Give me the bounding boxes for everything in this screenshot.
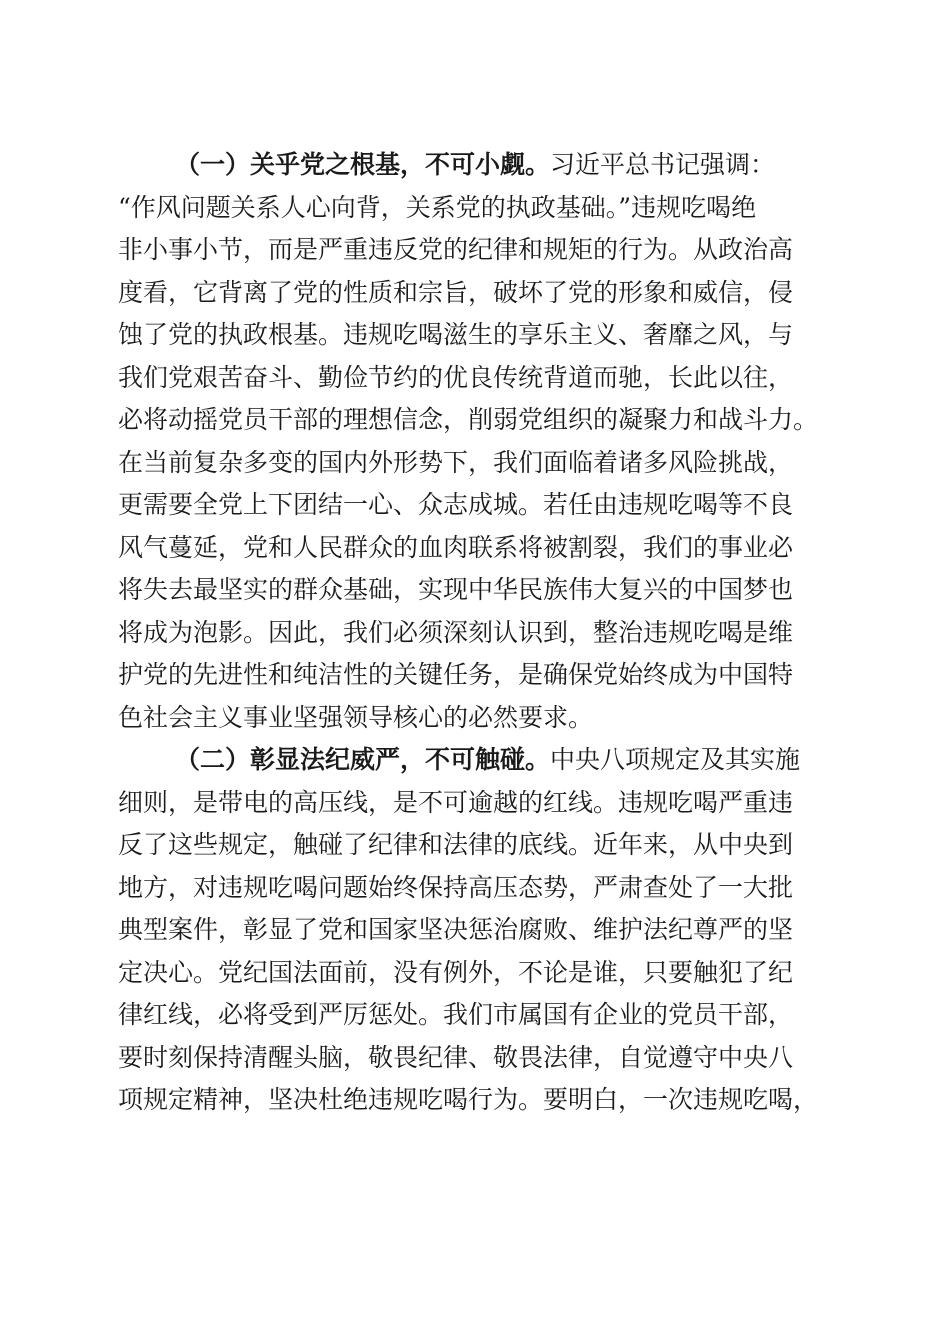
paragraph-line: 风气蔓延，党和人民群众的血肉联系将被割裂，我们的事业必 [118,532,794,562]
paragraph-line: 典型案件，彰显了党和国家坚决惩治腐败、维护法纪尊严的坚 [118,915,794,944]
paragraph-line: “作风问题关系人心向背，关系党的执政基础。”违规吃喝绝 [118,192,757,222]
paragraph-line: 非小事小节，而是严重违反党的纪律和规矩的行为。从政治高 [118,235,794,264]
paragraph-line: 度看，它背离了党的性质和宗旨，破坏了党的形象和威信，侵 [118,277,794,307]
paragraph-heading: （一）关乎党之根基，不可小觑。 [175,150,551,179]
paragraph-line: 律红线，必将受到严厉惩处。我们市属国有企业的党员干部， [118,1000,794,1029]
paragraph-line: 要时刻保持清醒头脑，敬畏纪律、敬畏法律，自觉遵守中央八 [118,1042,794,1072]
paragraph-line [118,739,848,782]
paragraph-line: 定决心。党纪国法面前，没有例外，不论是谁，只要触犯了纪 [118,957,794,987]
paragraph-line: 必将动摇党员干部的理想信念，削弱党组织的凝聚力和战斗力。 [118,405,819,434]
paragraph-text: 习近平总书记强调： [550,150,776,179]
paragraph-line: 护党的先进性和纯洁性的关键任务，是确保党始终成为中国特 [118,660,794,689]
paragraph-line: 将成为泡影。因此，我们必须深刻认识到，整治违规吃喝是维 [118,617,794,647]
paragraph-line: 我们党艰苦奋斗、勤俭节约的优良传统背道而驰，长此以往， [118,362,794,392]
paragraph-line: 更需要全党上下团结一心、众志成城。若任由违规吃喝等不良 [118,490,794,519]
paragraph-line: 蚀了党的执政根基。违规吃喝滋生的享乐主义、奢靡之风，与 [118,320,794,349]
paragraph-line: 将失去最坚实的群众基础，实现中华民族伟大复兴的中国梦也 [118,575,794,604]
paragraph-1 [118,144,848,739]
paragraph-line: 在当前复杂多变的国内外形势下，我们面临着诸多风险挑战， [118,447,794,477]
paragraph-line: 细则，是带电的高压线，是不可逾越的红线。违规吃喝严重违 [118,787,794,817]
paragraph-line: 色社会主义事业坚强领导核心的必然要求。 [118,702,594,732]
paragraph-line: 地方，对违规吃喝问题始终保持高压态势，严肃查处了一大批 [118,872,794,902]
paragraph-line: 项规定精神，坚决杜绝违规吃喝行为。要明白，一次违规吃喝， [118,1085,819,1114]
paragraph-2 [118,739,848,1122]
paragraph-heading: （二）彰显法纪威严，不可触碰。 [175,745,551,774]
paragraph-text: 中央八项规定及其实施 [550,745,801,774]
paragraph-line [118,144,848,187]
paragraph-line: 反了这些规定，触碰了纪律和法律的底线。近年来，从中央到 [118,830,794,859]
